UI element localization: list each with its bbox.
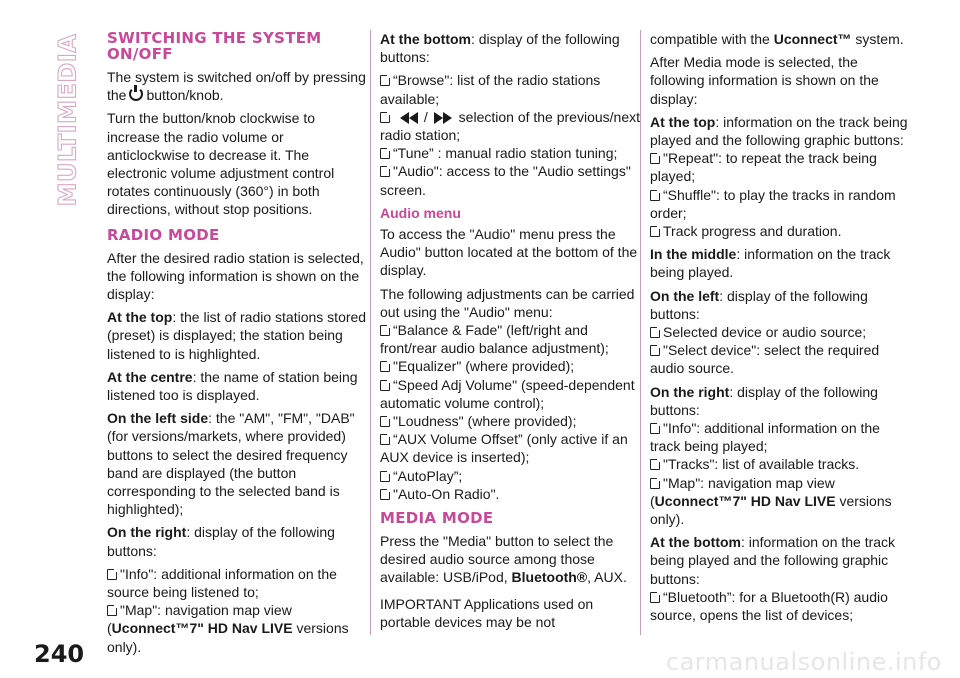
- list-item: "Info": additional information on the source being listened to;: [107, 565, 337, 601]
- paragraph: At the centre: the name of station being listened too is displayed.: [107, 368, 358, 404]
- list-item: “Balance & Fade" (left/right and front/rear audio balance adjustment);: [380, 322, 609, 357]
- column-3: [650, 30, 910, 630]
- list-item: “Speed Adj Volume" (speed-dependent automatic volume control);: [380, 376, 635, 411]
- list-item: "Auto-On Radio".: [380, 485, 640, 503]
- bullet-box-icon: [107, 605, 117, 616]
- bullet-box-icon: [380, 75, 390, 86]
- list-item: / selection of the previous/next radio station;: [380, 108, 641, 144]
- paragraph: On the left side: the "AM", "FM", "DAB" (for versions/markets, where provided) buttons to select the desired frequency band are displayed (the button corresponding to the selected band is highlighted);: [107, 410, 355, 518]
- list-item: "Loudness" (where provided);: [380, 412, 640, 430]
- bullet-box-icon: [380, 166, 390, 177]
- list-item: "Repeat": to repeat the track being played;: [650, 150, 877, 185]
- bullet-box-icon: [650, 592, 660, 603]
- watermark: carmanualsonline.info: [665, 648, 942, 676]
- bullet-box-icon: [380, 471, 390, 482]
- bullet-box-icon: [650, 327, 660, 338]
- next-station-icon: [434, 112, 452, 124]
- bullet-box-icon: [380, 489, 390, 500]
- heading-media-mode: MEDIA MODE: [380, 509, 494, 528]
- list-item: “Bluetooth”: for a Bluetooth(R) audio source, opens the list of devices;: [650, 588, 888, 624]
- paragraph: IMPORTANT Applications used on portable devices may be not: [380, 595, 594, 630]
- paragraph: On the right: display of the following buttons:: [650, 383, 878, 418]
- paragraph: Press the "Media" button to select the desired audio source among those available: USB/iPod, Bluetooth®, AUX.: [380, 533, 627, 586]
- section-tab: MULTIMEDIA: [53, 33, 82, 207]
- list-item: "Tracks": list of available tracks.: [650, 455, 910, 473]
- bullet-box-icon: [650, 190, 660, 201]
- paragraph: At the top: the list of radio stations stored (preset) is displayed; the station being listened to is highlighted.: [107, 309, 367, 362]
- paragraph: The following adjustments can be carried out using the "Audio" menu:: [380, 285, 635, 320]
- bullet-box-icon: [380, 361, 390, 372]
- bullet-box-icon: [380, 325, 390, 336]
- list-item: “Tune” : manual radio station tuning;: [380, 144, 640, 162]
- bullet-box-icon: [380, 416, 390, 427]
- list-item: “AUX Volume Offset” (only active if an AUX device is inserted);: [380, 431, 628, 466]
- paragraph: To access the "Audio" menu press the Audio" button located at the bottom of the display.: [380, 226, 638, 279]
- paragraph: At the bottom: display of the following buttons:: [380, 31, 620, 66]
- power-icon: [129, 87, 143, 101]
- bullet-box-icon: [380, 148, 390, 159]
- paragraph: On the left: display of the following buttons:: [650, 287, 868, 322]
- column-2: [380, 30, 640, 630]
- list-item: Selected device or audio source;: [650, 323, 910, 341]
- list-item: "Select device": select the required audio source.: [650, 342, 880, 377]
- paragraph: After the desired radio station is selected, the following information is shown on the display:: [107, 249, 364, 303]
- list-item: "Equalizer" (where provided);: [380, 357, 640, 375]
- column-divider: [370, 30, 371, 635]
- bullet-box-icon: [380, 112, 390, 123]
- heading-audio-menu: Audio menu: [380, 204, 461, 221]
- paragraph: compatible with the Uconnect™ system.: [650, 31, 904, 47]
- bullet-box-icon: [380, 380, 390, 391]
- list-item: "Audio": access to the "Audio settings" screen.: [380, 163, 631, 198]
- column-1: [107, 29, 367, 655]
- paragraph: The system is switched on/off by pressing the button/knob.: [107, 69, 366, 104]
- list-item: “Shuffle": to play the tracks in random order;: [650, 186, 896, 221]
- bullet-box-icon: [650, 459, 660, 470]
- paragraph: Turn the button/knob clockwise to increase the radio volume or anticlockwise to decrease it. The electronic volume adjustment control rotates continuously (360°) in both directions, without stop positions.: [107, 110, 335, 218]
- list-item: “Browse": list of the radio stations available;: [380, 72, 601, 107]
- heading-radio-mode: RADIO MODE: [107, 225, 220, 244]
- heading-switching: SWITCHING THE SYSTEM ON/OFF: [107, 29, 322, 63]
- bullet-box-icon: [650, 226, 660, 237]
- paragraph: In the middle: information on the track being played.: [650, 246, 891, 281]
- bullet-box-icon: [107, 569, 117, 580]
- paragraph: At the top: information on the track being played and the following graphic buttons:: [650, 113, 908, 149]
- list-item: "Info": additional information on the track being played;: [650, 420, 880, 455]
- bullet-box-icon: [380, 434, 390, 445]
- list-item: "Map": navigation map view (Uconnect™7" HD Nav LIVE versions only).: [650, 474, 892, 528]
- bullet-box-icon: [650, 478, 660, 489]
- list-item: "Map": navigation map view (Uconnect™7" HD Nav LIVE versions only).: [107, 602, 349, 655]
- paragraph: After Media mode is selected, the following information is shown on the display:: [650, 54, 879, 107]
- bullet-box-icon: [650, 345, 660, 356]
- bullet-box-icon: [650, 153, 660, 164]
- paragraph: On the right: display of the following buttons:: [107, 524, 335, 559]
- bullet-box-icon: [650, 423, 660, 434]
- list-item: Track progress and duration.: [650, 222, 910, 240]
- page-number: 240: [34, 640, 85, 668]
- paragraph: At the bottom: information on the track being played and the following graphic buttons:: [650, 534, 896, 587]
- previous-station-icon: [400, 112, 418, 124]
- column-divider: [640, 30, 641, 635]
- list-item: “AutoPlay”;: [380, 467, 640, 485]
